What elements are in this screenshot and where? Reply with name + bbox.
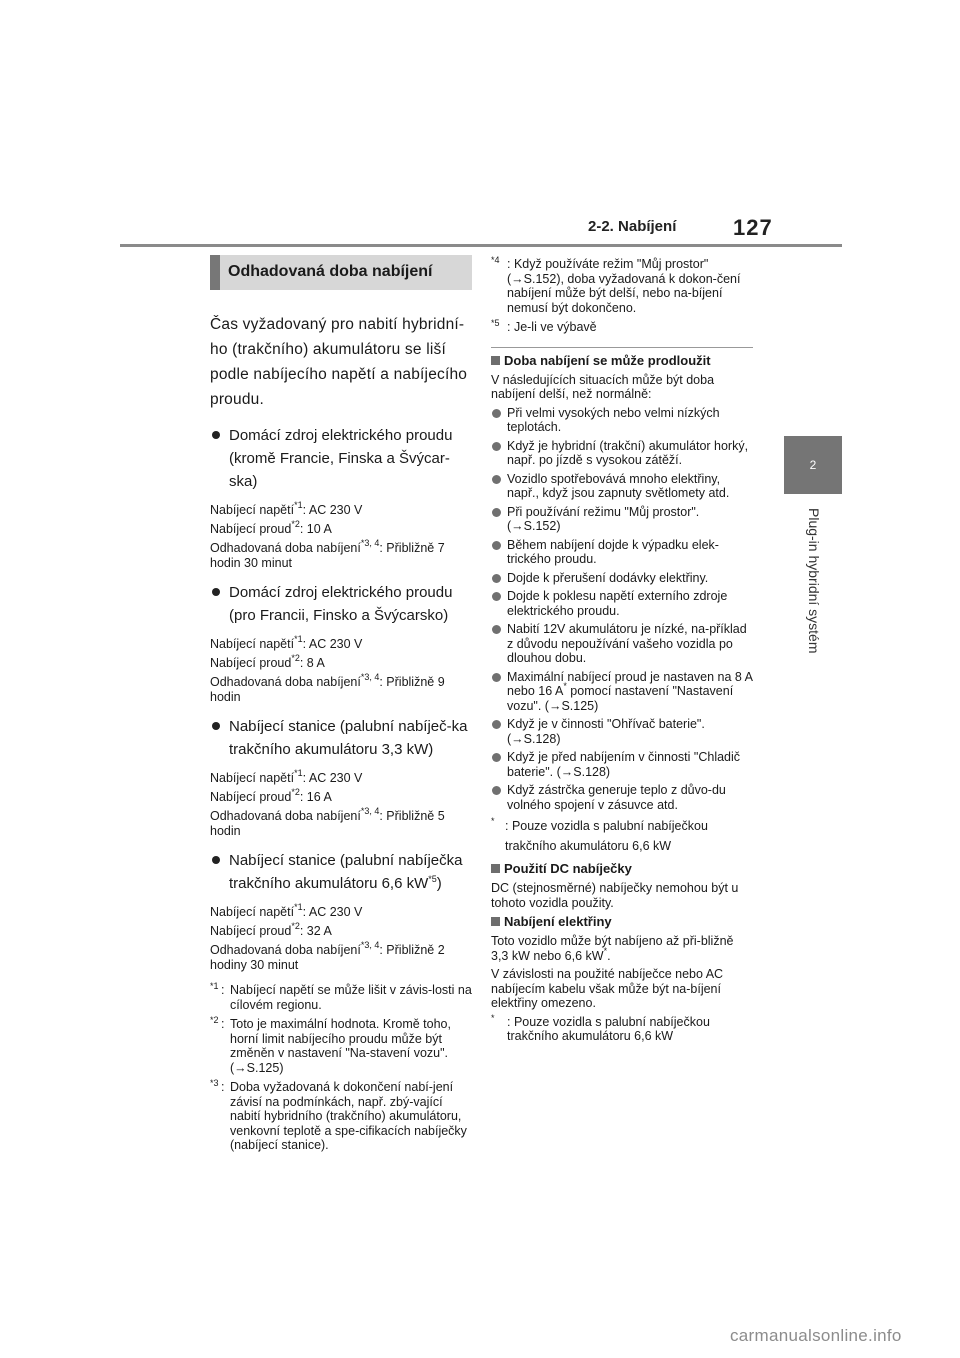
spec-group [210,634,472,705]
left-column [210,255,472,1158]
dc-heading: Použití DC nabíječky [491,861,753,877]
list-item: Během nabíjení dojde k výpadku elek-trického proudu. [491,538,753,567]
dc-text: DC (stejnosměrné) nabíječky nemohou být u tohoto vozidla použity. [491,881,739,910]
supply-text: Toto vozidlo může být nabíjeno až při-bližně 3,3 kW nebo 6,6 kW*. [491,934,734,963]
spec-voltage: Nabíjecí napětí$^{*1}$: AC 230 V [210,902,363,919]
footnote: * : Pouze vozidla s palubní nabíječkou trakčního akumulátoru 6,6 kW [491,816,708,853]
charging-source-title-text: Domácí zdroj elektrického proudu (kromě Francie, Finska a Švýcar-ska) [229,427,453,490]
spec-time: Odhadovaná doba nabíjení$^{*3, 4}$: Přibližně 2 hodiny 30 minut [210,940,445,972]
delay-intro: V následujících situacích může být doba nabíjení delší, než normálně: [491,372,715,401]
footnote: *1 : Nabíjecí napětí se může lišit v závis-losti na cílovém regionu. [210,981,472,1012]
footnote: * : Pouze vozidla s palubní nabíječkou trakčního akumulátoru 6,6 kW [491,1012,710,1043]
list-item: Při velmi vysokých nebo velmi nízkých teplotách. [491,406,753,435]
list-item: Při používání režimu "Můj prostor". (→S.152) [491,505,753,534]
bullet-icon [492,574,501,583]
bullet-icon [492,541,501,550]
footnote: *4 : Když používáte režim "Můj prostor" (→S.152), doba vyžadovaná k dokon-čení nabíjení může být delší, nebo na-bíjení nemusí být dokončeno. [491,255,741,315]
spec-current: Nabíjecí proud$^{*2}$: 32 A [210,921,332,938]
bullet-icon [492,508,501,517]
charging-source-title [210,424,472,493]
bullet-icon [492,442,501,451]
divider [491,347,753,348]
spec-current: Nabíjecí proud$^{*2}$: 10 A [210,519,332,536]
bullet-icon [212,856,220,864]
list-item: Když je před nabíjením v činnosti "Chladič baterie". (→S.128) [491,750,753,779]
square-bullet-icon [491,356,500,365]
chapter-tab: 2 [784,436,842,494]
bullet-icon [212,431,220,439]
list-item: Dojde k přerušení dodávky elektřiny. [491,571,753,586]
spec-group [210,500,472,571]
spec-voltage: Nabíjecí napětí$^{*1}$: AC 230 V [210,634,363,651]
list-item: Když je hybridní (trakční) akumulátor horký, např. po jízdě s vysokou zátěží. [491,439,753,468]
square-bullet-icon [491,864,500,873]
list-item: Dojde k poklesu napětí externího zdroje elektrického proudu. [491,589,753,618]
supply-heading: Nabíjení elektřiny [491,914,753,930]
footnote: *2 : Toto je maximální hodnota. Kromě toho, horní limit nabíjecího proudu může být změněn v nastavení "Na-stavení vozu". (→S.125) [210,1015,451,1075]
bullet-icon [492,625,501,634]
charging-source-title-text: Nabíjecí stanice (palubní nabíječ-ka trakčního akumulátoru 3,3 kW) [229,718,468,758]
bullet-icon [492,720,501,729]
title-footnote-mark: *5 [428,874,437,884]
right-column [491,257,753,1049]
bullet-icon [492,409,501,418]
charging-source-title [210,581,472,627]
square-bullet-icon [491,917,500,926]
header-rule [120,244,842,247]
bullet-icon [492,673,501,682]
footnote: *5 : Je-li ve výbavě [491,318,597,334]
list-item: Když zástrčka generuje teplo z důvo-du volného spojení v zásuvce atd. [491,783,753,812]
chapter-title-text: Plug-in hybridní systém [806,508,822,654]
charging-time-heading: Odhadovaná doba nabíjení [210,255,472,290]
spec-time: Odhadovaná doba nabíjení$^{*3, 4}$: Přibližně 5 hodin [210,806,445,838]
charging-source-title-text: Domácí zdroj elektrického proudu (pro Francii, Finsko a Švýcarsko) [229,584,453,624]
section-title: 2-2. Nabíjení [588,218,677,235]
charging-source-title [210,849,472,895]
bullet-icon [212,722,220,730]
chapter-title [799,508,829,668]
bullet-icon [492,753,501,762]
spec-current: Nabíjecí proud$^{*2}$: 16 A [210,787,332,804]
delay-heading: Doba nabíjení se může prodloužit [491,353,753,369]
watermark: carmanualsonline.info [730,1326,902,1345]
list-item: Nabití 12V akumulátoru je nízké, na-příklad z důvodu nepoužívání vašeho vozidla po dlouhou dobu. [491,622,753,666]
footnote: *3 : Doba vyžadovaná k dokončení nabí-jení závisí na podmínkách, např. zbý-vající nabití hybridního (trakčního) akumulátoru, venkovní teplotě a spe-cifikacích nabíječky (nabíjecí stanice). [210,1078,467,1152]
title-end: ) [436,875,442,892]
list-item: Vozidlo spotřebovává mnoho elektřiny, např., když jsou zapnuty světlomety atd. [491,472,753,501]
spec-group [210,768,472,839]
page-number: 127 [733,215,773,240]
bullet-icon [212,588,220,596]
spec-time: Odhadovaná doba nabíjení$^{*3, 4}$: Přibližně 7 hodin 30 minut [210,538,445,570]
list-item: Maximální nabíjecí proud je nastaven na 8 A nebo 16 A* pomocí nastavení "Nastavení vozu". (→S.125) [491,670,753,714]
charging-source-title [210,715,472,761]
spec-voltage: Nabíjecí napětí$^{*1}$: AC 230 V [210,768,363,785]
spec-voltage: Nabíjecí napětí$^{*1}$: AC 230 V [210,500,363,517]
charging-source-title-text: Nabíjecí stanice (palubní nabíječka trakčního akumulátoru 6,6 kW [229,852,463,892]
bullet-icon [492,475,501,484]
bullet-icon [492,786,501,795]
list-item: Když je v činnosti "Ohřívač baterie". (→S.128) [491,717,753,746]
spec-current: Nabíjecí proud$^{*2}$: 8 A [210,653,325,670]
spec-time: Odhadovaná doba nabíjení$^{*3, 4}$: Přibližně 9 hodin [210,672,445,704]
spec-group [210,902,472,973]
supply-text-2: V závislosti na použité nabíječce nebo AC nabíjecím kabelu však může být na-bíjení elektřiny omezeno. [491,967,724,1010]
bullet-icon [492,592,501,601]
intro-paragraph: Čas vyžadovaný pro nabití hybridní-ho (trakčního) akumulátoru se liší podle nabíjecího napětí a nabíjecího proudu. [210,316,468,408]
